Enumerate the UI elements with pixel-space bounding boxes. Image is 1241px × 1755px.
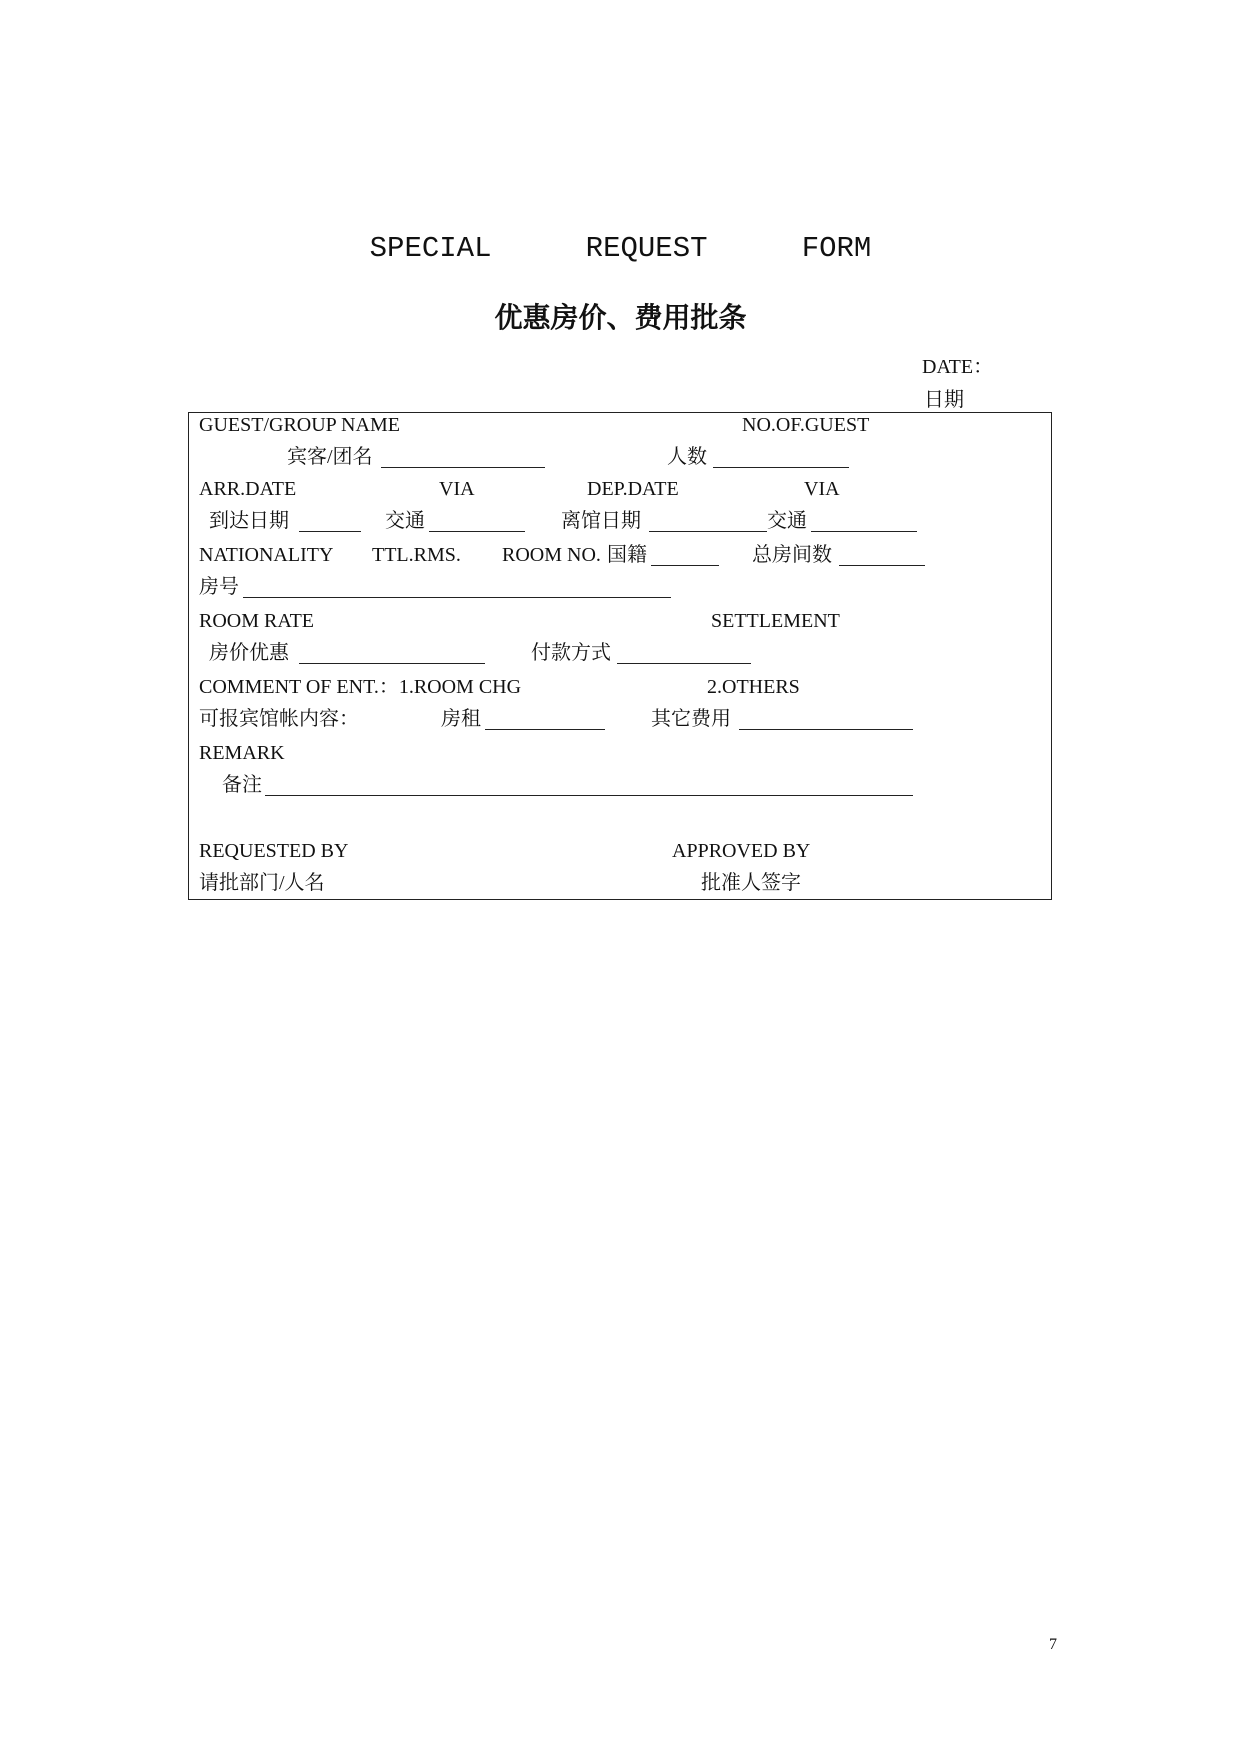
- remark-label-cn: 备注: [222, 774, 262, 796]
- total-rooms-line[interactable]: [839, 565, 925, 566]
- comment-label-cn: 可报宾馆帐内容：: [199, 708, 359, 730]
- guest-group-name-label-en: GUEST/GROUP NAME: [199, 414, 400, 436]
- room-no-label-cn: 房号: [199, 576, 239, 598]
- room-charge-line[interactable]: [485, 729, 605, 730]
- date-label-en: DATE：: [922, 356, 994, 378]
- remark-label-en: REMARK: [199, 742, 285, 764]
- via-label-1-en: VIA: [439, 478, 475, 500]
- room-rate-label-en: ROOM RATE: [199, 610, 315, 632]
- room-rate-label-cn: 房价优惠: [209, 642, 289, 664]
- settlement-label-cn: 付款方式: [531, 642, 611, 664]
- room-no-line[interactable]: [243, 597, 671, 598]
- transport-label-2-cn: 交通: [767, 510, 807, 532]
- arr-date-line[interactable]: [299, 531, 361, 532]
- approved-by-label-cn: 批准人签字: [701, 872, 801, 894]
- nationality-line[interactable]: [651, 565, 719, 566]
- request-form-box: [188, 412, 1052, 900]
- nationality-label-en: NATIONALITY: [199, 544, 334, 566]
- ttl-rms-label-en: TTL.RMS.: [372, 544, 461, 566]
- remark-line[interactable]: [265, 795, 913, 796]
- date-label-cn: 日期: [924, 389, 964, 411]
- arr-date-label-en: ARR.DATE: [199, 478, 297, 500]
- no-of-guest-label-en: NO.OF.GUEST: [742, 414, 870, 436]
- settlement-label-en: SETTLEMENT: [711, 610, 840, 632]
- other-fees-label-cn: 其它费用: [651, 708, 731, 730]
- others-label-en: 2.OTHERS: [707, 676, 800, 698]
- settlement-line[interactable]: [617, 663, 751, 664]
- arr-transport-line[interactable]: [429, 531, 525, 532]
- requested-by-label-en: REQUESTED BY: [199, 840, 349, 862]
- transport-label-1-cn: 交通: [385, 510, 425, 532]
- arr-date-label-cn: 到达日期: [209, 510, 289, 532]
- total-rooms-label-cn: 总房间数: [752, 544, 832, 566]
- comment-label-en: COMMENT OF ENT.：1.ROOM CHG: [199, 676, 522, 698]
- requested-by-label-cn: 请批部门/人名: [199, 872, 325, 894]
- page-number: 7: [1049, 1636, 1057, 1653]
- dep-transport-line[interactable]: [811, 531, 917, 532]
- guest-group-name-line[interactable]: [381, 467, 545, 468]
- nationality-label-cn: 国籍: [607, 544, 647, 566]
- form-title-cn: 优惠房价、费用批条: [494, 301, 747, 334]
- no-of-guest-line[interactable]: [713, 467, 849, 468]
- room-charge-label-cn: 房租: [441, 708, 481, 730]
- room-no-label-en: ROOM NO.: [502, 544, 601, 566]
- dep-date-label-en: DEP.DATE: [587, 478, 679, 500]
- other-fees-line[interactable]: [739, 729, 913, 730]
- approved-by-label-en: APPROVED BY: [672, 840, 811, 862]
- form-title-en: SPECIAL REQUEST FORM: [369, 232, 872, 265]
- dep-date-line[interactable]: [649, 531, 767, 532]
- no-of-guest-label-cn: 人数: [667, 446, 707, 468]
- via-label-2-en: VIA: [804, 478, 840, 500]
- guest-group-name-label-cn: 宾客/团名: [287, 446, 373, 468]
- dep-date-label-cn: 离馆日期: [561, 510, 641, 532]
- room-rate-line[interactable]: [299, 663, 485, 664]
